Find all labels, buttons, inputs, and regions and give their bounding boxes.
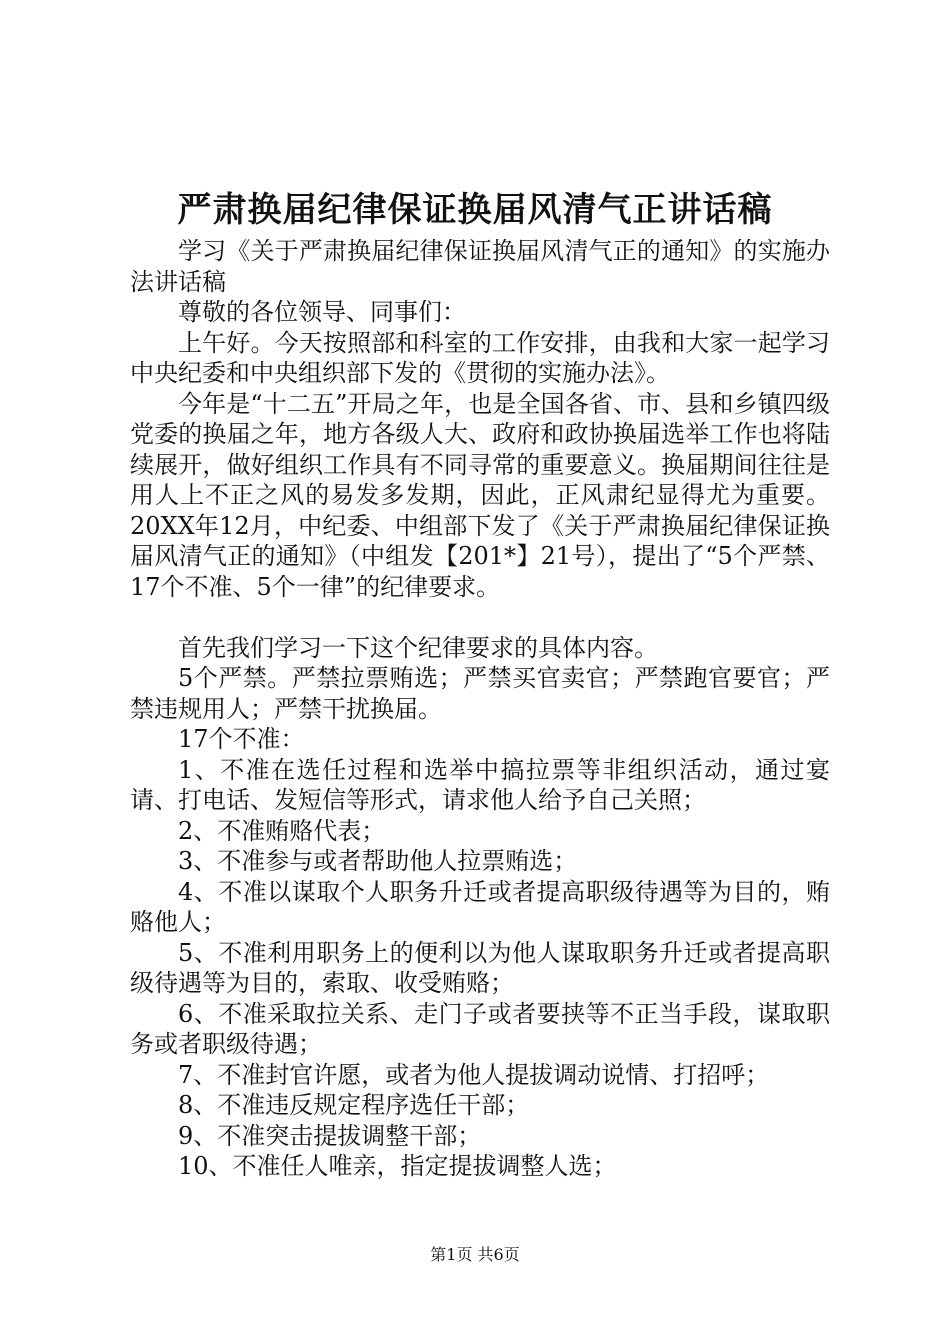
list-item: 10、不准任人唯亲，指定提拔调整人选； (178, 1152, 617, 1180)
document-body (130, 236, 830, 1182)
document-title: 严肃换届纪律保证换届风清气正讲话稿 (177, 190, 773, 230)
paragraph-subtitle: 学习《关于严肃换届纪律保证换届风清气正的通知》的实施办法讲话稿 (130, 237, 830, 296)
paragraph-salutation: 尊敬的各位领导、同事们： (178, 298, 466, 326)
paragraph-seventeen-heading: 17个不准： (178, 725, 305, 753)
paragraph-five-prohibitions: 5个严禁。严禁拉票贿选；严禁买官卖官；严禁跑官要官；严禁违规用人；严禁干扰换届。 (130, 664, 830, 723)
list-item: 5、不准利用职务上的便利以为他人谋取职务升迁或者提高职级待遇等为目的，索取、收受贿赂； (130, 938, 830, 997)
list-item: 3、不准参与或者帮助他人拉票贿选； (178, 847, 578, 875)
list-item: 2、不准贿赂代表； (178, 816, 386, 845)
paragraph-background: 今年是“十二五”开局之年，也是全国各省、市、县和乡镇四级党委的换届之年，地方各级人大、政府和政协换届选举工作也将陆续展开，做好组织工作具有不同寻常的重要意义。换届期间往往是用人上不正之风的易发多发期，因此，正风肃纪显得尤为重要。20XX年12月，中纪委、中组部下发了《关于严肃换届纪律保证换届风清气正的通知》（中组发【201*】21号），提出了“5个严禁、17个不准、5个一律”的纪律要求。 (130, 389, 830, 601)
paragraph-spacer (130, 602, 830, 633)
list-item: 4、不准以谋取个人职务升迁或者提高职级待遇等为目的，贿赂他人； (130, 877, 830, 936)
page-footer: 第1页 共6页 (430, 1245, 520, 1264)
paragraph-intro: 首先我们学习一下这个纪律要求的具体内容。 (178, 633, 658, 662)
list-item: 8、不准违反规定程序选任干部； (178, 1091, 530, 1119)
list-item: 1、不准在选任过程和选举中搞拉票等非组织活动，通过宴请、打电话、发短信等形式，请求他人给予自己关照； (130, 755, 830, 814)
list-item: 6、不准采取拉关系、走门子或者要挟等不正当手段，谋取职务或者职级待遇； (130, 999, 830, 1058)
list-item: 9、不准突击提拔调整干部； (178, 1121, 482, 1150)
paragraph-greeting: 上午好。今天按照部和科室的工作安排，由我和大家一起学习中央纪委和中央组织部下发的《贯彻的实施办法》。 (130, 328, 830, 387)
list-item: 7、不准封官许愿，或者为他人提拔调动说情、打招呼； (178, 1060, 770, 1089)
